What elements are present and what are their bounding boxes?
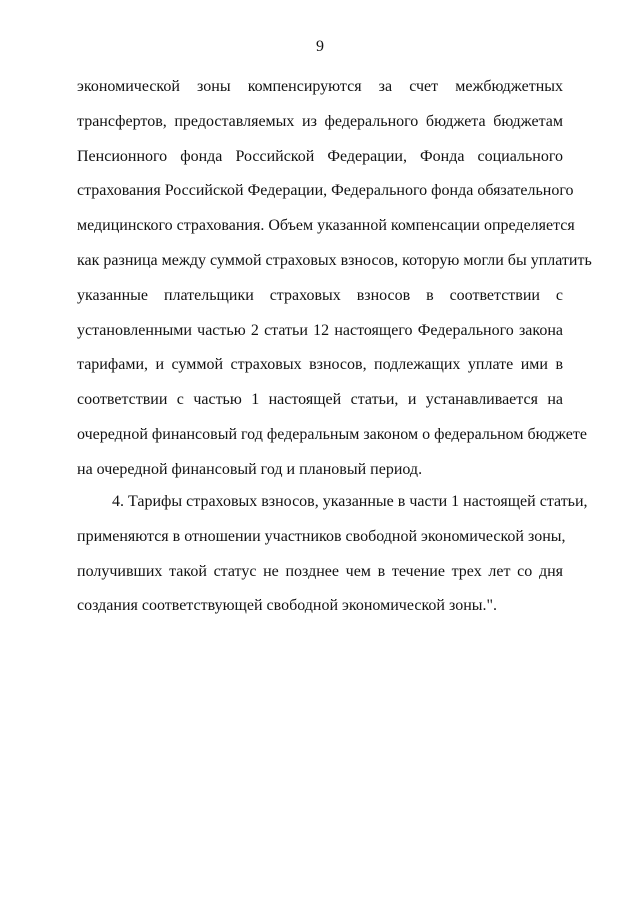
text-line: указанные плательщики страховых взносов в соответствии с	[77, 286, 563, 304]
paragraph-item-4	[77, 492, 588, 631]
text-line: соответствии с частью 1 настоящей статьи, и устанавливается на	[77, 391, 563, 409]
paragraph-continuation	[77, 77, 592, 495]
text-line: установленными частью 2 статьи 12 настоящего Федерального закона	[77, 321, 563, 339]
text-line: медицинского страхования. Объем указанной компенсации определяется	[77, 217, 575, 235]
text-line: на очередной финансовый год и плановый период.	[77, 460, 423, 478]
text-line: очередной финансовый год федеральным законом о федеральном бюджете	[77, 425, 587, 443]
text-line: Пенсионного фонда Российской Федерации, Фонда социального	[77, 147, 563, 165]
text-line: применяются в отношении участников свободной экономической зоны,	[77, 527, 566, 545]
text-line: создания соответствующей свободной экономической зоны.".	[77, 597, 498, 615]
text-line: получивших такой статус не позднее чем в течение трех лет со дня	[77, 562, 563, 580]
text-line: страхования Российской Федерации, Федерального фонда обязательного	[77, 182, 574, 200]
page-number: 9	[316, 38, 324, 55]
text-line: тарифами, и суммой страховых взносов, подлежащих уплате ими в	[77, 356, 563, 374]
text-line: как разница между суммой страховых взносов, которую могли бы уплатить	[77, 251, 592, 269]
text-line: трансфертов, предоставляемых из федерального бюджета бюджетам	[77, 112, 563, 130]
text-line: 4. Тарифы страховых взносов, указанные в части 1 настоящей статьи,	[112, 493, 588, 510]
text-line: экономической зоны компенсируются за счет межбюджетных	[77, 78, 563, 95]
